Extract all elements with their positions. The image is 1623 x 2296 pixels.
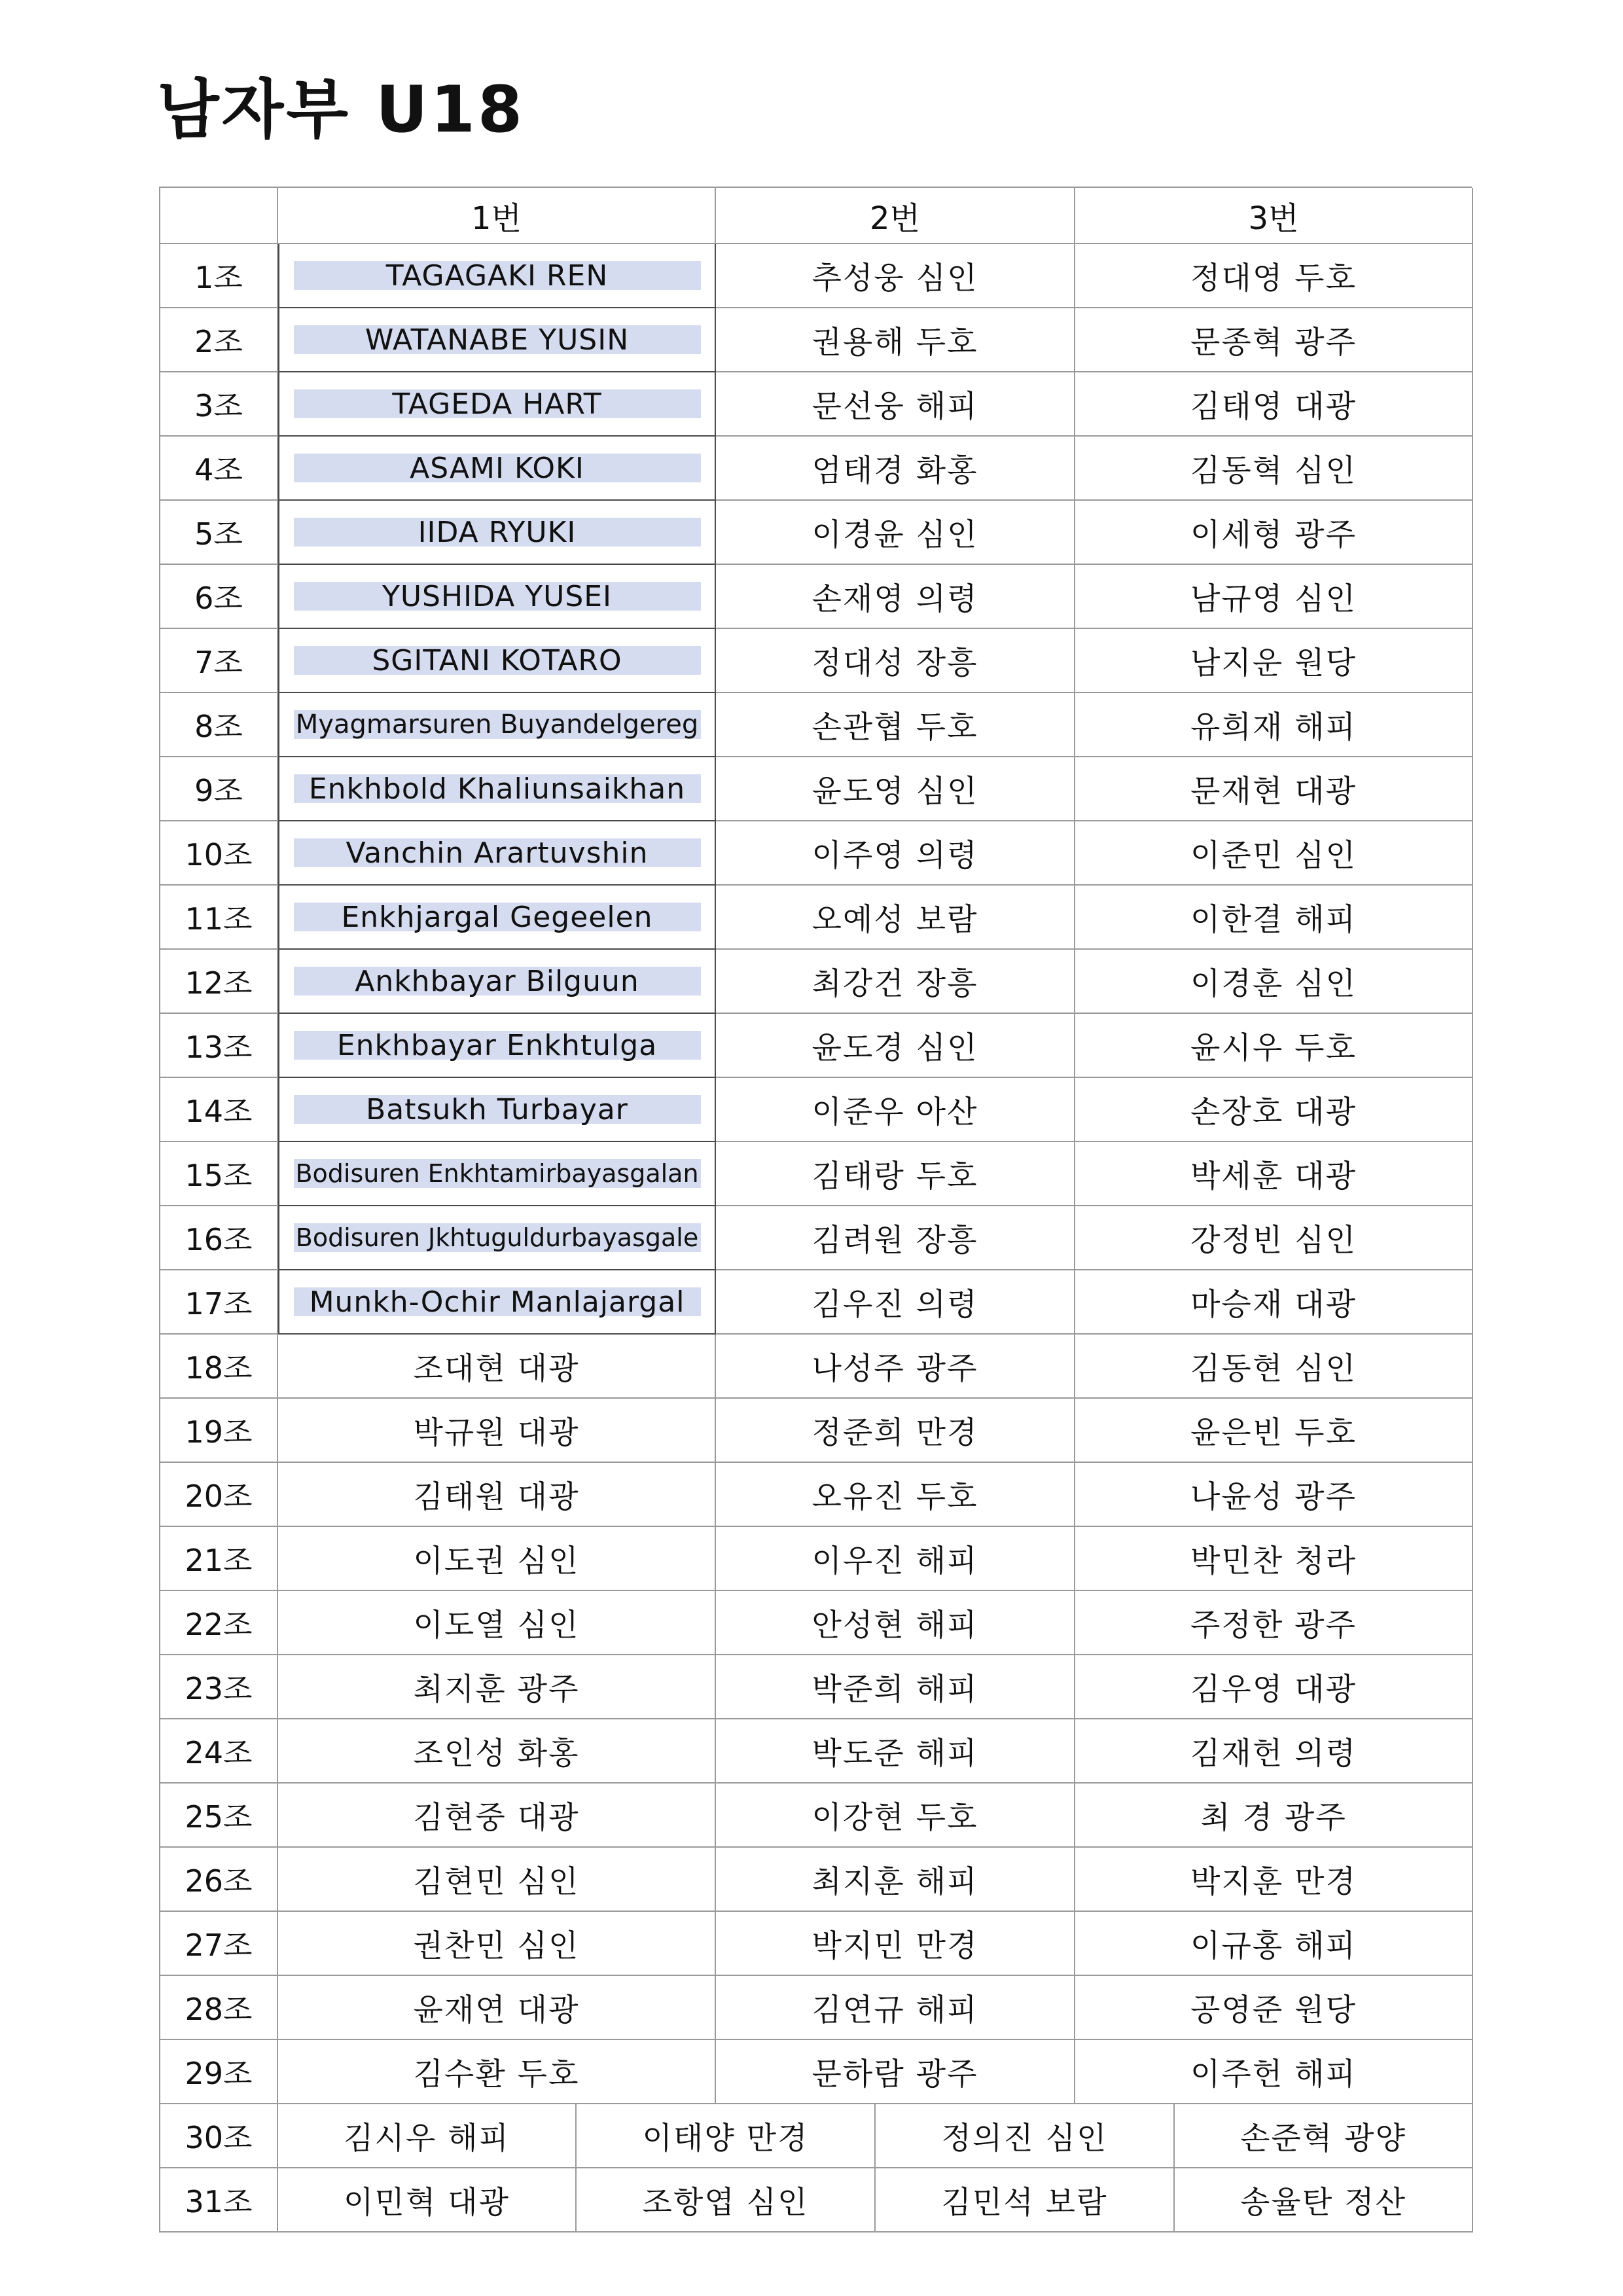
player-1-cell xyxy=(278,950,716,1014)
group-number: 30조 xyxy=(160,2104,278,2168)
international-player-name: Vanchin Arartuvshin xyxy=(294,838,701,867)
international-player-name: Ankhbayar Bilguun xyxy=(294,967,701,996)
player-3-name: 주정한 광주 xyxy=(1075,1591,1473,1655)
player-3-name: 김동현 심인 xyxy=(1075,1335,1473,1399)
player-3-name: 박민찬 청라 xyxy=(1075,1527,1473,1591)
player-1-cell xyxy=(278,501,716,565)
header-group-cell xyxy=(160,188,278,244)
player-2-name: 권용해 두호 xyxy=(716,308,1075,372)
group-number: 15조 xyxy=(160,1142,278,1206)
player-3-name: 나윤성 광주 xyxy=(1075,1463,1473,1527)
international-player-name: Bodisuren Jkhtuguldurbayasgale xyxy=(294,1223,701,1252)
player-1-name: 김수환 두호 xyxy=(278,2040,716,2104)
group-number: 24조 xyxy=(160,1719,278,1784)
player-1-name: 이도권 심인 xyxy=(278,1527,716,1591)
table-row xyxy=(160,1848,1472,1912)
header-player-2: 2번 xyxy=(716,188,1075,244)
player-2-name: 박준희 해피 xyxy=(716,1655,1075,1719)
group-number: 2조 xyxy=(160,308,278,372)
player-3-name: 김태영 대광 xyxy=(1075,372,1473,437)
player-1-cell xyxy=(278,693,716,757)
player-1-cell xyxy=(278,757,716,821)
table-row xyxy=(160,1463,1472,1527)
table-row xyxy=(160,821,1472,886)
player-2-name: 문하람 광주 xyxy=(716,2040,1075,2104)
player-3-name: 윤시우 두호 xyxy=(1075,1014,1473,1078)
player-1-name: 김태원 대광 xyxy=(278,1463,716,1527)
player-1-name: 김현민 심인 xyxy=(278,1848,716,1912)
table-row xyxy=(160,372,1472,437)
international-player-name: Bodisuren Enkhtamirbayasgalan xyxy=(294,1159,701,1188)
international-player-name: Enkhbold Khaliunsaikhan xyxy=(294,774,701,803)
player-1-cell xyxy=(278,1078,716,1142)
table-row xyxy=(160,308,1472,372)
table-row xyxy=(160,1527,1472,1591)
group-number: 27조 xyxy=(160,1912,278,1976)
player-3-name: 박지훈 만경 xyxy=(1075,1848,1473,1912)
player-2-name: 이강현 두호 xyxy=(716,1784,1075,1848)
group-number: 4조 xyxy=(160,437,278,501)
player-3-name: 이한결 해피 xyxy=(1075,886,1473,950)
international-player-name: Munkh-Ochir Manlajargal xyxy=(294,1287,701,1316)
group-number: 7조 xyxy=(160,629,278,693)
table-row xyxy=(160,1591,1472,1655)
player-3-name: 남규영 심인 xyxy=(1075,565,1473,629)
player-2-name: 김태랑 두호 xyxy=(716,1142,1075,1206)
group-number: 3조 xyxy=(160,372,278,437)
player-3-name: 정의진 심인 xyxy=(876,2104,1175,2168)
table-row xyxy=(160,2040,1472,2104)
group-number: 18조 xyxy=(160,1335,278,1399)
player-2-name: 김연규 해피 xyxy=(716,1976,1075,2040)
player-3-name: 이규홍 해피 xyxy=(1075,1912,1473,1976)
player-2-name: 오유진 두호 xyxy=(716,1463,1075,1527)
group-number: 23조 xyxy=(160,1655,278,1719)
player-2-name: 정준희 만경 xyxy=(716,1399,1075,1463)
table-row xyxy=(160,629,1472,693)
player-3-name: 김민석 보람 xyxy=(876,2168,1175,2233)
group-number: 13조 xyxy=(160,1014,278,1078)
table-row xyxy=(160,1014,1472,1078)
international-player-name: IIDA RYUKI xyxy=(294,518,701,547)
player-2-name: 손관협 두호 xyxy=(716,693,1075,757)
table-row-four-players xyxy=(160,2104,1472,2168)
table-row xyxy=(160,501,1472,565)
player-3-name: 이경훈 심인 xyxy=(1075,950,1473,1014)
player-3-name: 김재헌 의령 xyxy=(1075,1719,1473,1784)
player-1-cell xyxy=(278,1206,716,1270)
group-number: 16조 xyxy=(160,1206,278,1270)
player-2-name: 이우진 해피 xyxy=(716,1527,1075,1591)
player-1-cell xyxy=(278,565,716,629)
player-2-name: 김려원 장흥 xyxy=(716,1206,1075,1270)
player-2-name: 이준우 아산 xyxy=(716,1078,1075,1142)
player-3-name: 문종혁 광주 xyxy=(1075,308,1473,372)
header-player-3: 3번 xyxy=(1075,188,1473,244)
table-row xyxy=(160,1335,1472,1399)
player-2-name: 이태양 만경 xyxy=(577,2104,876,2168)
table-row xyxy=(160,950,1472,1014)
international-player-name: TAGAGAKI REN xyxy=(294,261,701,290)
table-row xyxy=(160,1784,1472,1848)
player-1-name: 이도열 심인 xyxy=(278,1591,716,1655)
player-2-name: 박지민 만경 xyxy=(716,1912,1075,1976)
table-row xyxy=(160,1655,1472,1719)
player-2-name: 안성현 해피 xyxy=(716,1591,1075,1655)
table-row xyxy=(160,1976,1472,2040)
player-1-name: 이민혁 대광 xyxy=(278,2168,577,2233)
player-3-name: 강정빈 심인 xyxy=(1075,1206,1473,1270)
international-player-name: Myagmarsuren Buyandelgereg xyxy=(294,710,701,739)
player-2-name: 엄태경 화홍 xyxy=(716,437,1075,501)
player-1-cell xyxy=(278,372,716,437)
player-3-name: 이준민 심인 xyxy=(1075,821,1473,886)
groups-table xyxy=(159,187,1472,2233)
international-player-name: ASAMI KOKI xyxy=(294,454,701,482)
player-3-name: 남지운 원당 xyxy=(1075,629,1473,693)
international-player-name: Batsukh Turbayar xyxy=(294,1095,701,1124)
table-row xyxy=(160,1206,1472,1270)
page-title: 남자부 U18 xyxy=(157,73,526,147)
player-2-name: 정대성 장흥 xyxy=(716,629,1075,693)
player-3-name: 윤은빈 두호 xyxy=(1075,1399,1473,1463)
table-row xyxy=(160,565,1472,629)
group-number: 11조 xyxy=(160,886,278,950)
table-row xyxy=(160,886,1472,950)
player-3-name: 이주헌 해피 xyxy=(1075,2040,1473,2104)
header-player-1: 1번 xyxy=(278,188,716,244)
group-number: 10조 xyxy=(160,821,278,886)
player-4-name: 송율탄 정산 xyxy=(1175,2168,1473,2233)
player-2-name: 추성웅 심인 xyxy=(716,244,1075,308)
table-row xyxy=(160,757,1472,821)
international-player-name: TAGEDA HART xyxy=(294,389,701,418)
group-number: 14조 xyxy=(160,1078,278,1142)
group-number: 20조 xyxy=(160,1463,278,1527)
group-number: 26조 xyxy=(160,1848,278,1912)
player-1-name: 김현중 대광 xyxy=(278,1784,716,1848)
player-1-cell xyxy=(278,821,716,886)
international-player-name: Enkhjargal Gegeelen xyxy=(294,903,701,931)
player-4-name: 손준혁 광양 xyxy=(1175,2104,1473,2168)
group-number: 29조 xyxy=(160,2040,278,2104)
player-2-name: 오예성 보람 xyxy=(716,886,1075,950)
player-2-name: 박도준 해피 xyxy=(716,1719,1075,1784)
player-1-name: 권찬민 심인 xyxy=(278,1912,716,1976)
player-2-name: 최강건 장흥 xyxy=(716,950,1075,1014)
player-2-name: 조항엽 심인 xyxy=(577,2168,876,2233)
player-1-cell xyxy=(278,886,716,950)
player-1-cell xyxy=(278,629,716,693)
table-row xyxy=(160,1078,1472,1142)
group-number: 17조 xyxy=(160,1270,278,1335)
player-1-cell xyxy=(278,1014,716,1078)
table-header-row xyxy=(160,188,1472,244)
table-row xyxy=(160,244,1472,308)
player-2-name: 이주영 의령 xyxy=(716,821,1075,886)
player-3-name: 김동혁 심인 xyxy=(1075,437,1473,501)
international-player-name: SGITANI KOTARO xyxy=(294,646,701,675)
group-number: 22조 xyxy=(160,1591,278,1655)
player-1-cell xyxy=(278,244,716,308)
player-3-name: 박세훈 대광 xyxy=(1075,1142,1473,1206)
player-2-name: 윤도영 심인 xyxy=(716,757,1075,821)
table-row xyxy=(160,1270,1472,1335)
player-1-name: 조대현 대광 xyxy=(278,1335,716,1399)
group-number: 25조 xyxy=(160,1784,278,1848)
international-player-name: WATANABE YUSIN xyxy=(294,325,701,354)
player-2-name: 이경윤 심인 xyxy=(716,501,1075,565)
player-1-name: 윤재연 대광 xyxy=(278,1976,716,2040)
group-number: 19조 xyxy=(160,1399,278,1463)
player-2-name: 윤도경 심인 xyxy=(716,1014,1075,1078)
table-row xyxy=(160,1399,1472,1463)
international-player-name: Enkhbayar Enkhtulga xyxy=(294,1031,701,1060)
group-number: 6조 xyxy=(160,565,278,629)
player-3-name: 문재현 대광 xyxy=(1075,757,1473,821)
player-2-name: 나성주 광주 xyxy=(716,1335,1075,1399)
player-3-name: 유희재 해피 xyxy=(1075,693,1473,757)
group-number: 8조 xyxy=(160,693,278,757)
group-number: 21조 xyxy=(160,1527,278,1591)
player-3-name: 이세형 광주 xyxy=(1075,501,1473,565)
table-row xyxy=(160,437,1472,501)
player-1-cell xyxy=(278,437,716,501)
player-1-name: 최지훈 광주 xyxy=(278,1655,716,1719)
player-1-name: 조인성 화홍 xyxy=(278,1719,716,1784)
player-3-name: 공영준 원당 xyxy=(1075,1976,1473,2040)
group-number: 1조 xyxy=(160,244,278,308)
player-1-name: 김시우 해피 xyxy=(278,2104,577,2168)
table-row xyxy=(160,1142,1472,1206)
player-2-name: 최지훈 해피 xyxy=(716,1848,1075,1912)
player-3-name: 마승재 대광 xyxy=(1075,1270,1473,1335)
player-1-cell xyxy=(278,1270,716,1335)
player-2-name: 문선웅 해피 xyxy=(716,372,1075,437)
player-2-name: 김우진 의령 xyxy=(716,1270,1075,1335)
table-row-four-players xyxy=(160,2168,1472,2233)
player-1-name: 박규원 대광 xyxy=(278,1399,716,1463)
player-3-name: 최 경 광주 xyxy=(1075,1784,1473,1848)
player-2-name: 손재영 의령 xyxy=(716,565,1075,629)
player-3-name: 김우영 대광 xyxy=(1075,1655,1473,1719)
player-3-name: 정대영 두호 xyxy=(1075,244,1473,308)
player-1-cell xyxy=(278,1142,716,1206)
table-row xyxy=(160,1912,1472,1976)
table-row xyxy=(160,1719,1472,1784)
group-number: 9조 xyxy=(160,757,278,821)
group-number: 12조 xyxy=(160,950,278,1014)
player-1-cell xyxy=(278,308,716,372)
group-number: 5조 xyxy=(160,501,278,565)
table-row xyxy=(160,693,1472,757)
player-3-name: 손장호 대광 xyxy=(1075,1078,1473,1142)
international-player-name: YUSHIDA YUSEI xyxy=(294,582,701,611)
group-number: 31조 xyxy=(160,2168,278,2233)
group-number: 28조 xyxy=(160,1976,278,2040)
